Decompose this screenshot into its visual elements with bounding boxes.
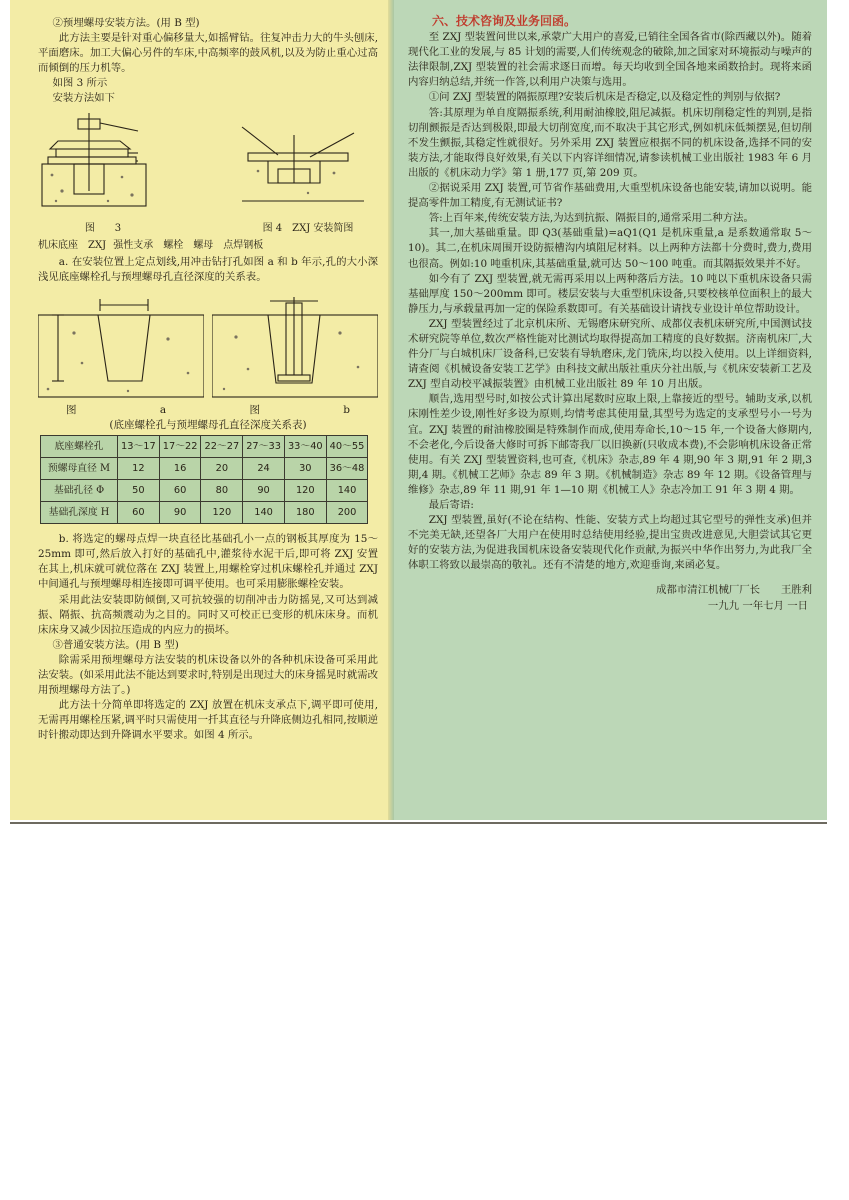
closing-heading: 最后寄语: [428, 499, 474, 511]
paragraph: 顺告,选用型号时,如按公式计算出尾数时应取上限,上靠接近的型号。辅助支承,以机床刚性差少设,刚性好多设为原则,均情考虑其使用量,其型号为选定的支承型号小一号为宜。ZXJ 装置的耐油橡胶圈是特殊制作而成,使用寿命长,10～15 年,一个设备大修期内,不会老化,今后设备大修时可拆下邮寄我厂以旧换新(只收成本费),不会影响机床设备正常使用。有关 ZXJ 型装置资料,也可查,《机床》杂志,89 年 4 期,90 年 3 期,91 年 2 期,3 期,4 期。《机械工艺师》杂志 89 年 3 期。《机械制造》杂志 89 年 12 期。《设备管理与维修》杂志,89 年 11 期,91 年 1—10 期《机械工人》杂志冷加工 91 年 3 期 4 期。 [408, 393, 812, 496]
brochure-page [10, 0, 827, 824]
table-row [41, 458, 368, 480]
paragraph: 其一,加大基础重量。即 Q3(基础重量)=aQ1(Q1 是机床重量,a 是系数通常取 5～10)。其二,在机床周围开设防振槽沟内填阻尼材料。以上两种方法都十分费时,费力,费用也很高。例如:10 吨重机床,其基础重量,就可达 50～100 吨重。而其隔振效果并不好。 [408, 227, 812, 270]
answer-1: 答:其原理为单自度隔振系统,利用耐油橡胶,阻尼减振。机床切削稳定性的判别,是指切削颤振是否达到极限,即最大切削宽度,而不取决于其它形式,例如机床低频摆晃,但切削不发生颤振,其稳定性就很好。另外采用 ZXJ 装置应根据不同的机床设备,选择不同的安装方法,才能取得良好效果,有关以下内容详细情况,请参读机械工业出版社 1983 年 6 月出版的《机床动力学》第 1 册,177 页,第 209 页。 [408, 106, 812, 179]
row-header: 预螺母直径 M [41, 458, 118, 480]
table-title: (底座螺栓孔与预埋螺母孔直径深度关系表) [109, 419, 307, 432]
hole-size-table [40, 435, 368, 524]
signature: 成都市清江机械厂厂长 王胜利 [656, 584, 812, 597]
table-cell: 17～22 [159, 436, 201, 458]
table-row [41, 436, 368, 458]
figure-4-caption: 图 4 ZXJ 安装简图 [262, 222, 354, 234]
figure-4-drawing [238, 113, 378, 221]
table-row [41, 480, 368, 502]
intro-paragraph: 至 ZXJ 型装置问世以来,承蒙广大用户的喜爱,已销往全国各省市(除西藏以外)。随着现代化工业的发展,与 85 计划的需要,人们传统观念的破除,加之国家对环境振动与噪声的法律限制,ZXJ 型装置的社会需求逐日而增。每天均收到全国各地来函数拾封。现将来函内容归纳总结,并统一作答,以利用户决策与选用。 [408, 31, 812, 89]
paragraph: 如今有了 ZXJ 型装置,就无需再采用以上两种落后方法。10 吨以下重机床设备只需基础厚度 150～200mm 即可。楼层安装与大重型机床设备,只要校核单位面积上的最大静压力,与承载量再加一定的保险系数即可。有关基础设计请找专业设计单位帮助设计。 [408, 272, 812, 315]
figure-reference: 如图 3 所示 [52, 77, 108, 90]
table-cell: 13～17 [118, 436, 160, 458]
figure-a-caption: 图 a [65, 403, 167, 416]
table-cell: 60 [118, 502, 160, 524]
figure-3-caption: 图 3 [84, 222, 122, 234]
left-column-panel [10, 0, 390, 820]
table-cell: 24 [243, 458, 285, 480]
question-2: ②据说采用 ZXJ 装置,可节省作基础费用,大重型机床设备也能安装,请加以说明。能提高零件加工精度,有无测试证书? [408, 182, 812, 210]
table-cell: 40～55 [326, 436, 368, 458]
table-cell: 30 [284, 458, 326, 480]
row-header: 基础孔径 Φ [41, 480, 118, 502]
paragraph: 采用此法安装即防倾倒,又可抗较强的切削冲击力防摇晃,又可达到减振、隔振、抗高频震动为之目的。同时又可校正已变形的机床床身。而机床床身又减少因拉压造成的内应力的损坏。 [38, 593, 378, 636]
table-cell: 27～33 [243, 436, 285, 458]
paragraph: ZXJ 型装置经过了北京机床所、无锡磨床研究所、成都仪表机床研究所,中国测试技术研究院等单位,数次严格性能对比测试均取得提高加工精度的良好数据。济南机床厂,大件分厂与白城机床厂设备科,已安装有导轨磨床,龙门铣床,均以投入使用。以上详细资料,请查阅《机械设备安装工艺学》由科技文献出版社重庆分社出版,与《机床安装新工艺及 ZXJ 型自动校平减振装置》由机械工业出版社 89 年 10 月出版。 [408, 317, 812, 391]
figure-row-a-b [38, 293, 378, 401]
row-header: 基础孔深度 H [41, 502, 118, 524]
step-a-paragraph: a. 在安装位置上定点划线,用冲击钻打孔如图 a 和 b 年示,孔的大小深浅见底座螺栓孔与预埋螺母孔直径深度的关系表。 [38, 255, 378, 283]
table-cell: 120 [201, 502, 243, 524]
figure-part-labels: 机床底座 ZXJ 强性支承 螺栓 螺母 点焊钢板 [38, 239, 264, 251]
section-6-title: 六、技术咨询及业务回函。 [432, 14, 577, 28]
figure-4 [238, 113, 378, 236]
table-cell: 22～27 [201, 436, 243, 458]
left-column-text [38, 16, 378, 743]
section-3-heading: ③普通安装方法。(用 B 型) [52, 638, 179, 651]
row-header: 底座螺栓孔 [41, 436, 118, 458]
right-column-text [408, 14, 812, 614]
table-cell: 180 [284, 502, 326, 524]
paragraph: 除需采用预埋螺母方法安装的机床设备以外的各种机床设备可采用此法安装。(如采用此法不能达到要求时,特别是出现过大的床身摇晃时就需改用预埋螺母方法了。) [38, 653, 378, 697]
table-cell: 120 [284, 480, 326, 502]
right-column-panel [390, 0, 827, 820]
table-cell: 33～40 [284, 436, 326, 458]
table-cell: 16 [159, 458, 201, 480]
method-label: 安装方法如下 [52, 92, 115, 105]
table-cell: 200 [326, 502, 368, 524]
table-cell: 90 [159, 502, 201, 524]
table-cell: 50 [118, 480, 160, 502]
step-b-paragraph: b. 将选定的螺母点焊一块直径比基础孔小一点的钢板其厚度为 15～25mm 即可,然后放入打好的基础孔中,灌浆待水泥干后,即可将 ZXJ 安置在其上,机床就可就位落在 ZXJ 装置上,用螺栓穿过机床螺栓孔并通过 ZXJ 中间通孔与预埋螺母相连接即可调平使用。也可采用膨胀螺栓安装。 [38, 533, 378, 591]
table-cell: 140 [243, 502, 285, 524]
section-2-heading: ②预埋螺母安装方法。(用 B 型) [52, 17, 200, 29]
table-cell: 12 [118, 458, 160, 480]
figure-b-caption: 图 b [249, 403, 350, 416]
paragraph: 此方法十分简单即将选定的 ZXJ 放置在机床支承点下,调平即可使用,无需再用螺栓压紧,调平时只需使用一扦其直径与升降底侧边孔相同,按顺逆时针搬动即达到升降调水平要求。如图 4 所示。 [38, 699, 378, 742]
table-cell: 60 [159, 480, 201, 502]
figure-3 [38, 113, 168, 236]
table-cell: 140 [326, 480, 368, 502]
table-cell: 36～48 [326, 458, 368, 480]
closing-paragraph: ZXJ 型装置,虽好(不论在结构、性能、安装方式上均超过其它型号的弹性支承)但并不完美无缺,还望各厂大用户在使用时总结使用经验,提出宝贵改进意见,大胆尝试其它更好的安装方法,为促进我国机床设备安装现代化作贡献,为振兴中华作出努力,为此我厂全体职工将致以最崇高的敬礼。还有不清楚的地方,欢迎垂询,来函必复。 [408, 514, 812, 572]
table-row [41, 502, 368, 524]
table-cell: 20 [201, 458, 243, 480]
figure-3-drawing [38, 113, 168, 221]
figure-ab-captions [38, 403, 378, 418]
signature-date: 一九九 一年七月 一日 [707, 599, 808, 612]
figure-a-drawing [38, 293, 204, 401]
figure-b-drawing [212, 293, 378, 401]
answer-2: 答:上百年来,传统安装方法,为达到抗振、隔振目的,通常采用二种方法。 [428, 212, 754, 225]
center-fold [388, 0, 394, 820]
paragraph: 此方法主要是针对重心偏移量大,如摇臂钻。往复冲击力大的牛头刨床,平面磨床。加工大偏心另件的车床,中高频率的鼓风机,以及为防止重心过高而倾倒的压力机等。 [38, 32, 378, 75]
question-1: ①问 ZXJ 型装置的隔振原理?安装后机床是否稳定,以及稳定性的判别与依据? [428, 91, 781, 104]
table-cell: 90 [243, 480, 285, 502]
figure-row-3-4 [38, 113, 378, 236]
table-cell: 80 [201, 480, 243, 502]
